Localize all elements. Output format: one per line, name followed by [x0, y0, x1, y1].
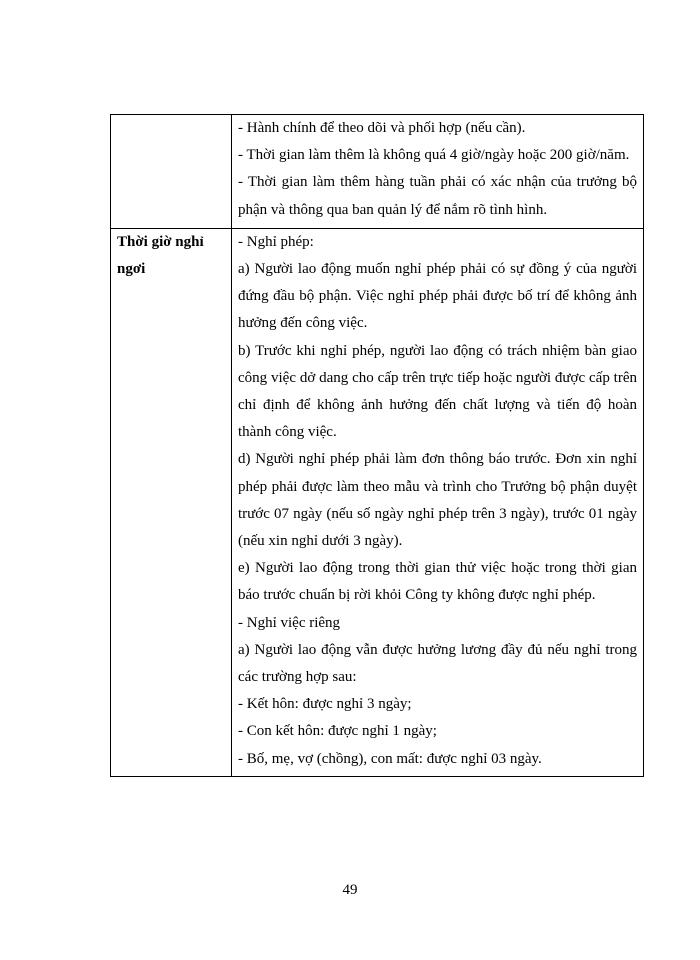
content-paragraph: d) Người nghỉ phép phải làm đơn thông báo trước. Đơn xin nghỉ phép phải được làm theo mẫu và trình cho Trưởng bộ phận duyệt trước 07 ngày (nếu số ngày nghỉ phép trên 3 ngày), trước 01 ngày (nếu xin nghỉ dưới 3 ngày). [238, 451, 637, 550]
content-paragraph: - Con kết hôn: được nghỉ 1 ngày; [238, 723, 437, 740]
content-paragraph: - Nghỉ phép: [238, 233, 314, 250]
content-paragraph: e) Người lao động trong thời gian thử việc hoặc trong thời gian báo trước chuẩn bị rời khỏi Công ty không được nghỉ phép. [238, 560, 637, 604]
content-paragraph: - Thời gian làm thêm hàng tuần phải có xác nhận của trưởng bộ phận và thông qua ban quản lý để nắm rõ tình hình. [238, 174, 637, 218]
row-content-cell [232, 228, 644, 776]
row-label-cell [111, 228, 232, 776]
row-heading-line: ngơi [117, 261, 146, 278]
row-heading-line: Thời giờ nghỉ [117, 233, 204, 250]
content-paragraph: - Thời gian làm thêm là không quá 4 giờ/ngày hoặc 200 giờ/năm. [238, 147, 630, 164]
regulation-table [110, 114, 644, 777]
content-paragraph: - Kết hôn: được nghỉ 3 ngày; [238, 696, 412, 713]
content-paragraph: - Hành chính để theo dõi và phối hợp (nếu cần). [238, 120, 526, 136]
content-paragraph: b) Trước khi nghỉ phép, người lao động có trách nhiệm bàn giao công việc dở dang cho cấp trên trực tiếp hoặc người được cấp trên chỉ định để không ảnh hưởng đến chất lượng và tiến độ hoàn thành công việc. [238, 342, 637, 441]
row-label-cell [111, 115, 232, 229]
table-row [111, 228, 644, 776]
row-content-cell [232, 115, 644, 229]
content-paragraph: a) Người lao động muốn nghỉ phép phải có sự đồng ý của người đứng đầu bộ phận. Việc nghỉ phép phải được bố trí để không ảnh hưởng đến công việc. [238, 261, 637, 332]
row-heading [111, 229, 231, 283]
page-number: 49 [342, 882, 358, 898]
table-row [111, 115, 644, 229]
content-paragraph: - Bố, mẹ, vợ (chồng), con mất: được nghỉ 03 ngày. [238, 750, 542, 767]
content-paragraph: - Nghỉ việc riêng [238, 614, 341, 631]
content-paragraph: a) Người lao động vẫn được hưởng lương đầy đủ nếu nghỉ trong các trường hợp sau: [238, 641, 637, 686]
